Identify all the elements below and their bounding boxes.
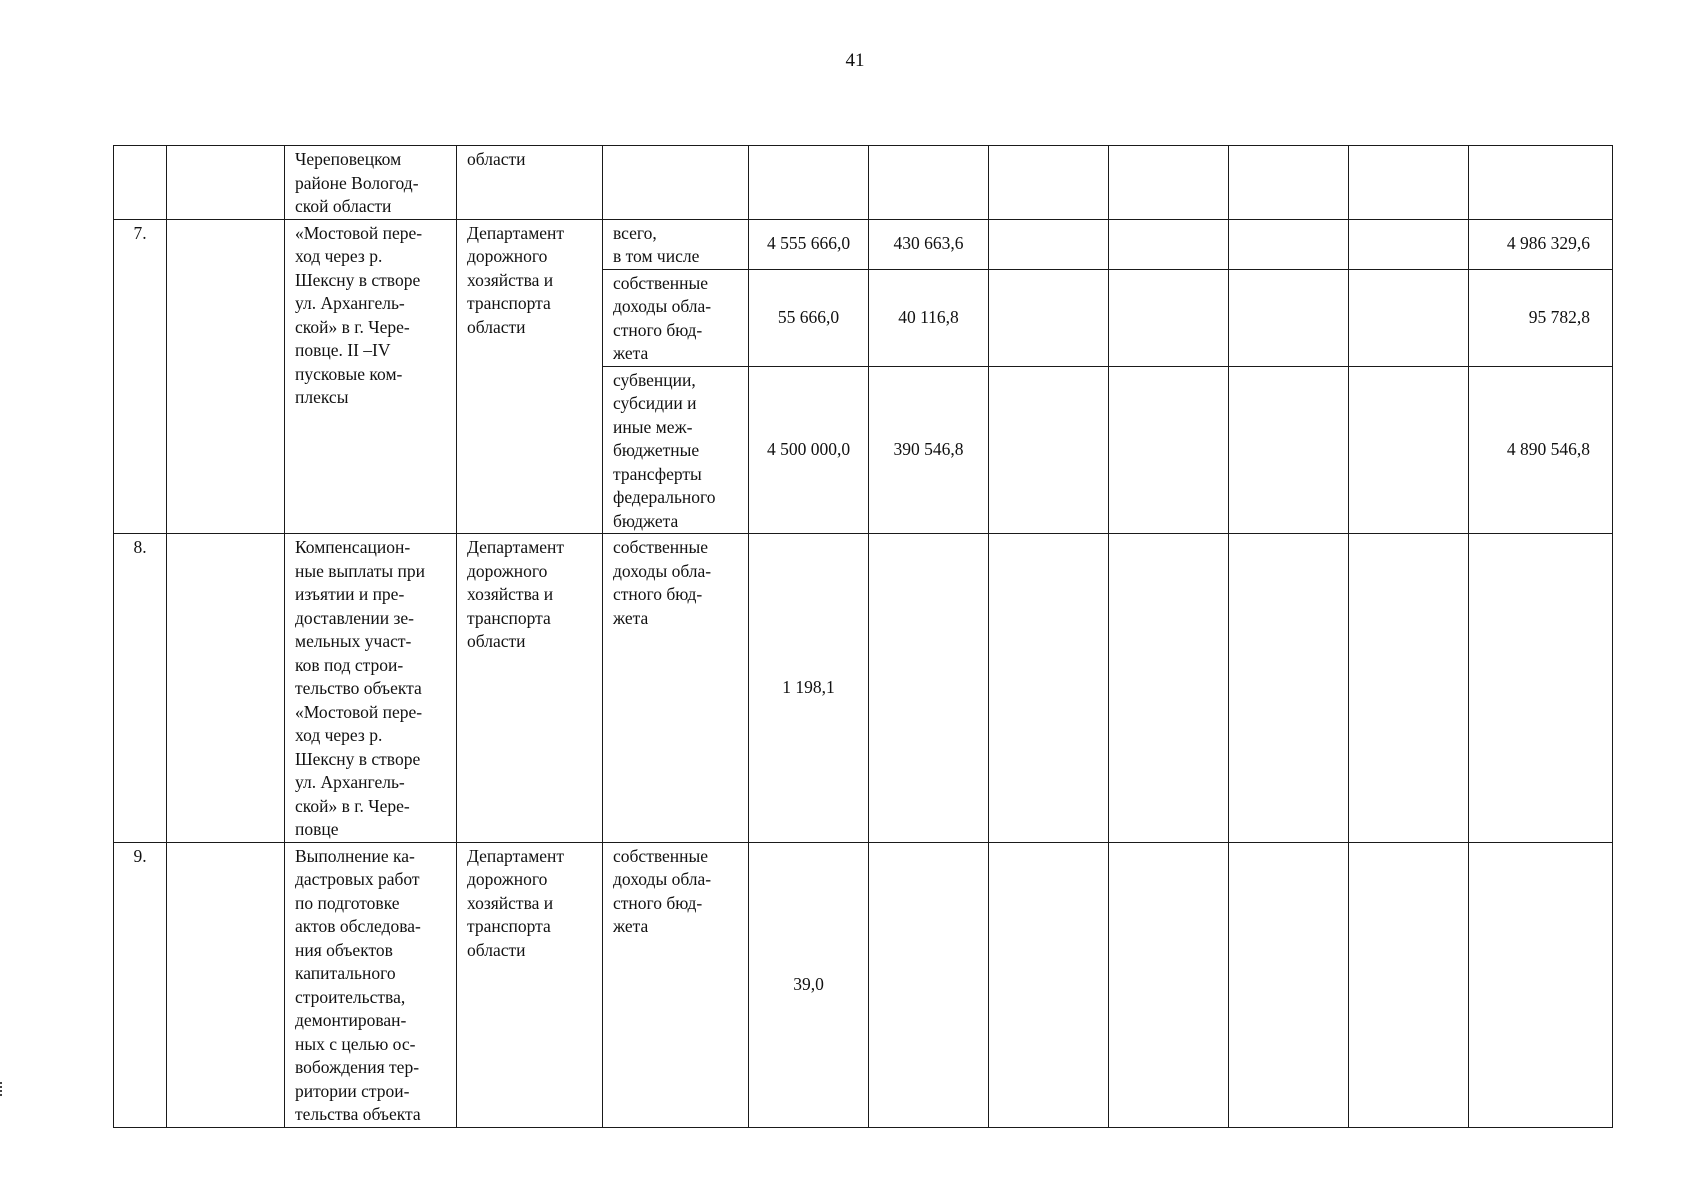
text-line: иные меж-: [613, 416, 693, 437]
text-line: стного бюд-: [613, 892, 703, 913]
cell-value-year-1: 4 555 666,0: [749, 219, 869, 269]
cell-empty: [989, 534, 1109, 843]
text-line: демонтирован-: [295, 1010, 407, 1030]
cell-empty: [1469, 534, 1613, 843]
cell-empty: [1109, 366, 1229, 534]
cell-empty: [1229, 269, 1349, 366]
text-line: транспорта: [467, 916, 551, 936]
text-line: доходы обла-: [613, 296, 712, 316]
text-line: ков под строи-: [295, 654, 404, 675]
text-line: жета: [613, 607, 649, 628]
text-line: ул. Архангель-: [295, 772, 405, 792]
text-line: доставлении зе-: [295, 607, 414, 628]
text-line: области: [467, 939, 526, 960]
text-line: мельных участ-: [295, 631, 412, 651]
cell-measure-name: [285, 219, 457, 534]
cell-empty: [989, 842, 1109, 1127]
text-line: хозяйства и: [467, 584, 554, 604]
cell-empty: [989, 146, 1109, 220]
cell-source: [603, 366, 749, 534]
text-line: жета: [613, 916, 649, 936]
text-line: капитального: [295, 963, 396, 983]
cell-empty: [749, 146, 869, 220]
text-line: ул. Архангель-: [295, 293, 405, 313]
text-line: «Мостовой пере-: [295, 701, 423, 722]
table-row-continuation: [114, 146, 1613, 220]
cell-empty: [1349, 366, 1469, 534]
text-line: области: [467, 631, 526, 651]
cell-empty: [1109, 269, 1229, 366]
cell-source: [603, 269, 749, 366]
cell-empty: [989, 366, 1109, 534]
text-line: ных с целью ос-: [295, 1033, 416, 1054]
cell-empty: [1109, 534, 1229, 843]
cell-code: [167, 146, 285, 220]
text-line: трансферты: [613, 463, 702, 484]
text-line: субсидии и: [613, 393, 697, 413]
text-line: стного бюд-: [613, 584, 703, 604]
cell-measure-name: [285, 146, 457, 220]
text-line: субвенции,: [613, 369, 696, 390]
text-line: жета: [613, 343, 649, 363]
cell-empty: [1349, 842, 1469, 1127]
text-line: транспорта: [467, 293, 551, 313]
cell-empty: [1109, 842, 1229, 1127]
cell-index: 7.: [114, 219, 167, 534]
text-line: районе Вологод-: [295, 172, 419, 193]
text-line: «Мостовой пере-: [295, 222, 423, 243]
cell-empty: [989, 269, 1109, 366]
cell-empty: [1229, 534, 1349, 843]
cell-total: 4 986 329,6: [1469, 219, 1613, 269]
text-line: в том числе: [613, 246, 700, 266]
text-line: вобождения тер-: [295, 1057, 420, 1077]
cell-code: [167, 534, 285, 843]
text-line: бюджетные: [613, 440, 700, 460]
text-line: ные выплаты при: [295, 560, 425, 581]
text-line: Шексну в створе: [295, 748, 421, 769]
cell-code: [167, 842, 285, 1127]
cell-empty: [1469, 842, 1613, 1127]
text-line: актов обследова-: [295, 916, 421, 936]
text-line: Департамент: [467, 845, 565, 866]
text-line: изъятии и пре-: [295, 584, 405, 604]
cell-source: [603, 534, 749, 843]
text-line: транспорта: [467, 607, 551, 628]
cell-empty: [1229, 842, 1349, 1127]
table-row-8: [114, 534, 1613, 843]
text-line: области: [467, 316, 526, 337]
text-line: ход через р.: [295, 246, 383, 266]
scan-edge-mark: [0, 1082, 5, 1096]
cell-source: [603, 842, 749, 1127]
cell-empty: [869, 146, 989, 220]
text-line: собственные: [613, 272, 709, 293]
text-line: всего,: [613, 222, 657, 243]
cell-executor: [457, 534, 603, 843]
text-line: повце: [295, 819, 339, 839]
text-line: ской» в г. Чере-: [295, 795, 410, 816]
cell-empty: [1349, 534, 1469, 843]
table-row-7-total: [114, 219, 1613, 269]
cell-source: [603, 219, 749, 269]
budget-table: [113, 145, 1613, 1128]
text-line: стного бюд-: [613, 319, 703, 340]
text-line: ритории строи-: [295, 1080, 410, 1101]
cell-total: 4 890 546,8: [1469, 366, 1613, 534]
text-line: ния объектов: [295, 939, 393, 960]
cell-empty: [869, 842, 989, 1127]
cell-executor: [457, 146, 603, 220]
cell-empty: [1349, 219, 1469, 269]
text-line: тельство объекта: [295, 678, 422, 698]
cell-empty: [1229, 146, 1349, 220]
cell-index: [114, 146, 167, 220]
cell-index: 8.: [114, 534, 167, 843]
text-line: области: [467, 149, 526, 169]
text-line: Шексну в створе: [295, 269, 421, 290]
text-line: строительства,: [295, 986, 406, 1007]
text-line: федерального: [613, 487, 716, 507]
text-line: Компенсацион-: [295, 537, 411, 557]
cell-empty: [1229, 219, 1349, 269]
text-line: ход через р.: [295, 725, 383, 745]
text-line: плексы: [295, 387, 349, 407]
cell-empty: [1469, 146, 1613, 220]
text-line: доходы обла-: [613, 560, 712, 581]
text-line: дастровых работ: [295, 869, 420, 889]
text-line: Департамент: [467, 537, 565, 557]
cell-executor: [457, 219, 603, 534]
cell-value-year-2: 40 116,8: [869, 269, 989, 366]
text-line: дорожного: [467, 246, 548, 266]
text-line: собственные: [613, 845, 709, 866]
text-line: собственные: [613, 537, 709, 557]
cell-empty: [1229, 366, 1349, 534]
text-line: хозяйства и: [467, 892, 554, 913]
cell-empty: [1349, 269, 1469, 366]
page-number: 41: [845, 50, 865, 71]
cell-empty: [869, 534, 989, 843]
text-line: Департамент: [467, 222, 565, 243]
cell-executor: [457, 842, 603, 1127]
cell-empty: [1109, 219, 1229, 269]
text-line: ской области: [295, 196, 392, 216]
text-line: тельства объекта: [295, 1104, 421, 1124]
cell-source: [603, 146, 749, 220]
text-line: бюджета: [613, 510, 679, 531]
cell-value-year-1: 39,0: [749, 842, 869, 1127]
cell-code: [167, 219, 285, 534]
cell-measure-name: [285, 534, 457, 843]
cell-value-year-1: 1 198,1: [749, 534, 869, 843]
text-line: дорожного: [467, 560, 548, 581]
cell-value-year-1: 4 500 000,0: [749, 366, 869, 534]
cell-empty: [989, 219, 1109, 269]
cell-value-year-1: 55 666,0: [749, 269, 869, 366]
cell-value-year-2: 430 663,6: [869, 219, 989, 269]
text-line: Череповецком: [295, 149, 402, 169]
text-line: хозяйства и: [467, 269, 554, 290]
cell-total: 95 782,8: [1469, 269, 1613, 366]
cell-index: 9.: [114, 842, 167, 1127]
cell-value-year-2: 390 546,8: [869, 366, 989, 534]
text-line: пусковые ком-: [295, 363, 403, 384]
text-line: ской» в г. Чере-: [295, 316, 410, 337]
cell-measure-name: [285, 842, 457, 1127]
cell-empty: [1109, 146, 1229, 220]
text-line: по подготовке: [295, 892, 400, 913]
table-row-9: [114, 842, 1613, 1127]
text-line: повце. II –IV: [295, 340, 391, 360]
text-line: доходы обла-: [613, 869, 712, 889]
text-line: дорожного: [467, 869, 548, 889]
text-line: Выполнение ка-: [295, 845, 415, 866]
cell-empty: [1349, 146, 1469, 220]
